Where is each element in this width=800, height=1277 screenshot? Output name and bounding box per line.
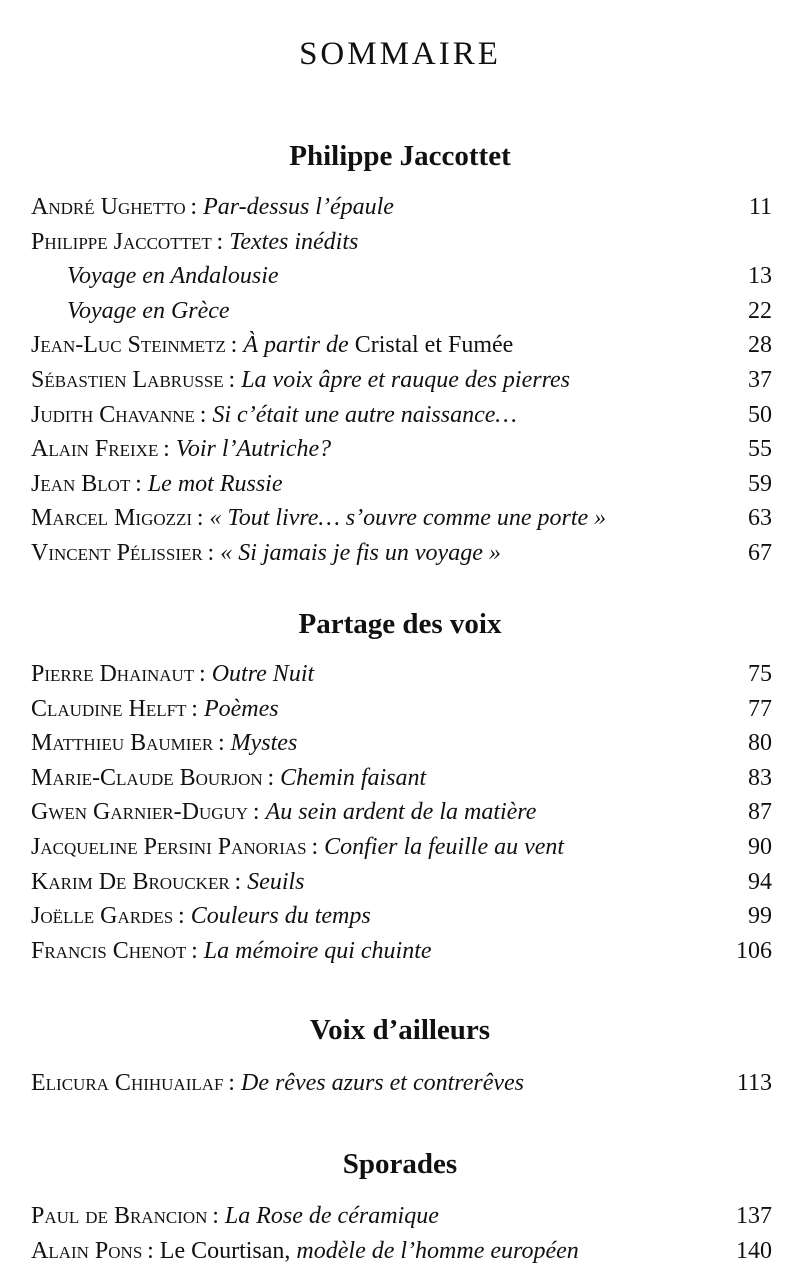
toc-entry	[31, 1070, 772, 1104]
entry-separator: :	[186, 937, 204, 964]
entry-title-part: À partir de	[243, 332, 349, 359]
entry-page-number: 140	[736, 1237, 772, 1264]
page-title: SOMMAIRE	[299, 36, 501, 72]
entry-page-number: 80	[748, 730, 772, 757]
toc-entry	[31, 799, 772, 833]
entry-separator: :	[207, 1203, 225, 1229]
entry-title	[148, 471, 283, 498]
entry-separator: :	[223, 1070, 241, 1096]
entry-author: Gwen Garnier-Duguy	[31, 799, 249, 826]
entry-author: Karim De Broucker	[31, 868, 230, 895]
entry-title	[176, 436, 331, 463]
toc-entry	[31, 696, 772, 730]
toc-entry	[31, 938, 772, 972]
entry-separator: :	[194, 401, 213, 428]
entry-title-part: Outre Nuit	[211, 661, 315, 687]
entry-title	[247, 869, 304, 896]
toc-entry	[31, 730, 772, 764]
entry-title	[241, 367, 570, 394]
entry-separator: :	[194, 661, 212, 687]
entry-separator: :	[229, 868, 248, 895]
entry-title	[203, 194, 394, 221]
entry-title-part: La mémoire qui chuinte	[203, 937, 432, 964]
entry-page-number: 59	[748, 470, 772, 497]
entry-author: Jacqueline Persini Panorias	[31, 834, 307, 860]
entry-separator: :	[213, 730, 231, 757]
section-heading: Sporades	[342, 1148, 458, 1180]
entry-title	[210, 505, 607, 532]
entry-page-number: 90	[748, 834, 772, 860]
entry-title-part: Si c’était une autre naissance…	[212, 401, 517, 428]
toc-entry	[31, 540, 772, 574]
toc-entry	[67, 263, 772, 297]
entry-page-number: 75	[748, 661, 772, 687]
entry-title-part: Par-dessus l’épaule	[203, 194, 394, 220]
entry-title	[231, 730, 298, 757]
entry-author: Elicura Chihuailaf	[31, 1070, 224, 1096]
entry-title	[324, 834, 564, 861]
entry-title-part: Seuils	[247, 868, 305, 895]
entry-page-number: 99	[748, 903, 772, 930]
entry-page-number: 50	[748, 401, 772, 428]
toc-entry	[31, 471, 772, 505]
entry-separator: :	[202, 540, 221, 566]
entry-title-part: Le mot Russie	[147, 470, 283, 497]
entry-separator: :	[248, 799, 266, 826]
entry-page-number: 106	[736, 937, 772, 964]
entry-title	[225, 1203, 439, 1230]
entry-title-part: Chemin faisant	[280, 764, 427, 791]
toc-entry	[31, 765, 772, 799]
section-heading: Voix d’ailleurs	[309, 1014, 491, 1046]
entry-separator: :	[192, 505, 210, 532]
entry-page-number: 67	[748, 540, 772, 566]
entry-author: Marie-Claude Bourjon	[31, 764, 263, 791]
entry-title	[212, 661, 314, 688]
entry-title	[212, 402, 516, 429]
entry-page-number: 63	[748, 505, 772, 532]
toc-entry	[31, 436, 772, 470]
entry-separator: :	[142, 1237, 160, 1264]
toc-entry	[31, 332, 772, 366]
entry-title	[241, 1070, 524, 1097]
entry-title-part: Voir l’Autriche?	[175, 436, 332, 463]
toc-entry	[31, 1238, 772, 1272]
section-heading: Philippe Jaccottet	[289, 140, 511, 172]
entry-title-part: modèle de l’homme européen	[290, 1237, 579, 1264]
entry-separator: :	[130, 470, 148, 497]
entry-separator: :	[225, 332, 244, 359]
entry-title-part: « Si jamais je fis un voyage »	[220, 540, 501, 566]
entry-title-part: Poèmes	[203, 695, 279, 722]
section-heading: Partage des voix	[298, 608, 502, 640]
entry-title-part: Couleurs du temps	[190, 903, 371, 930]
entry-separator: :	[173, 903, 191, 930]
toc-entry	[31, 869, 772, 903]
toc-entry	[31, 194, 772, 228]
entry-author: André Ughetto	[31, 194, 186, 220]
entry-page-number: 13	[748, 263, 772, 290]
entry-title	[266, 799, 537, 826]
toc-entry	[31, 402, 772, 436]
entry-title-part: Au sein ardent de la matière	[265, 799, 537, 826]
entry-separator: :	[186, 695, 204, 722]
entry-page-number: 87	[748, 799, 772, 826]
entry-title	[160, 1238, 579, 1265]
entry-title-part: Voyage en Andalousie	[67, 263, 279, 290]
toc-entry	[31, 367, 772, 401]
entry-title-part: Cristal et Fumée	[348, 332, 514, 359]
entry-page-number: 77	[748, 695, 772, 722]
entry-separator: :	[262, 764, 281, 791]
entry-title-part: Textes inédits	[229, 228, 359, 255]
toc-entry	[31, 229, 772, 263]
entry-page-number: 94	[748, 868, 772, 895]
entry-author: Judith Chavanne	[31, 401, 195, 428]
entry-author: Jean Blot	[31, 470, 131, 497]
entry-title-part: Mystes	[230, 730, 298, 757]
entry-separator: :	[306, 834, 325, 860]
toc-entry	[31, 1203, 772, 1237]
entry-author: Jean-Luc Steinmetz	[31, 332, 226, 359]
entry-author: Alain Pons	[31, 1237, 143, 1264]
entry-separator: :	[211, 228, 230, 255]
entry-page-number: 83	[748, 764, 772, 791]
entry-title	[204, 938, 432, 965]
entry-title-part: La voix âpre et rauque des pierres	[241, 367, 571, 393]
entry-page-number: 55	[748, 436, 772, 463]
entry-author: Vincent Pélissier	[31, 540, 203, 566]
entry-page-number: 22	[748, 297, 772, 324]
entry-title	[191, 903, 371, 930]
entry-page-number: 37	[748, 367, 772, 393]
entry-page-number: 113	[736, 1070, 772, 1096]
entry-title-part: Le Courtisan,	[159, 1237, 291, 1264]
entry-author: Francis Chenot	[31, 937, 187, 964]
entry-title	[220, 540, 501, 567]
toc-entry	[31, 903, 772, 937]
toc-entry	[67, 298, 772, 332]
entry-title	[67, 263, 279, 290]
entry-title-part: Voyage en Grèce	[67, 297, 230, 324]
toc-entry	[31, 661, 772, 695]
entry-separator: :	[185, 194, 204, 220]
entry-title-part: Confier la feuille au vent	[324, 834, 565, 860]
entry-page-number: 11	[748, 194, 772, 220]
entry-author: Pierre Dhainaut	[31, 661, 195, 687]
entry-title	[204, 696, 279, 723]
entry-page-number: 137	[736, 1203, 772, 1229]
toc-entry	[31, 505, 772, 539]
entry-title-part: De rêves azurs et contrerêves	[240, 1070, 525, 1096]
entry-title	[229, 229, 358, 256]
entry-title-part: La Rose de céramique	[224, 1203, 439, 1229]
toc-entry	[31, 834, 772, 868]
entry-page-number: 28	[748, 332, 772, 359]
entry-title	[243, 332, 513, 359]
entry-author: Philippe Jaccottet	[31, 228, 212, 255]
entry-title	[280, 765, 426, 792]
entry-separator: :	[223, 367, 242, 393]
entry-title-part: « Tout livre… s’ouvre comme une porte »	[209, 505, 607, 532]
entry-author: Claudine Helft	[31, 695, 187, 722]
entry-separator: :	[158, 436, 176, 463]
entry-author: Paul de Brancion	[31, 1203, 208, 1229]
entry-author: Matthieu Baumier	[31, 730, 214, 757]
entry-author: Marcel Migozzi	[31, 505, 193, 532]
entry-author: Alain Freixe	[31, 436, 159, 463]
entry-author: Joëlle Gardes	[31, 903, 174, 930]
entry-title	[67, 298, 230, 325]
entry-author: Sébastien Labrusse	[31, 367, 224, 393]
